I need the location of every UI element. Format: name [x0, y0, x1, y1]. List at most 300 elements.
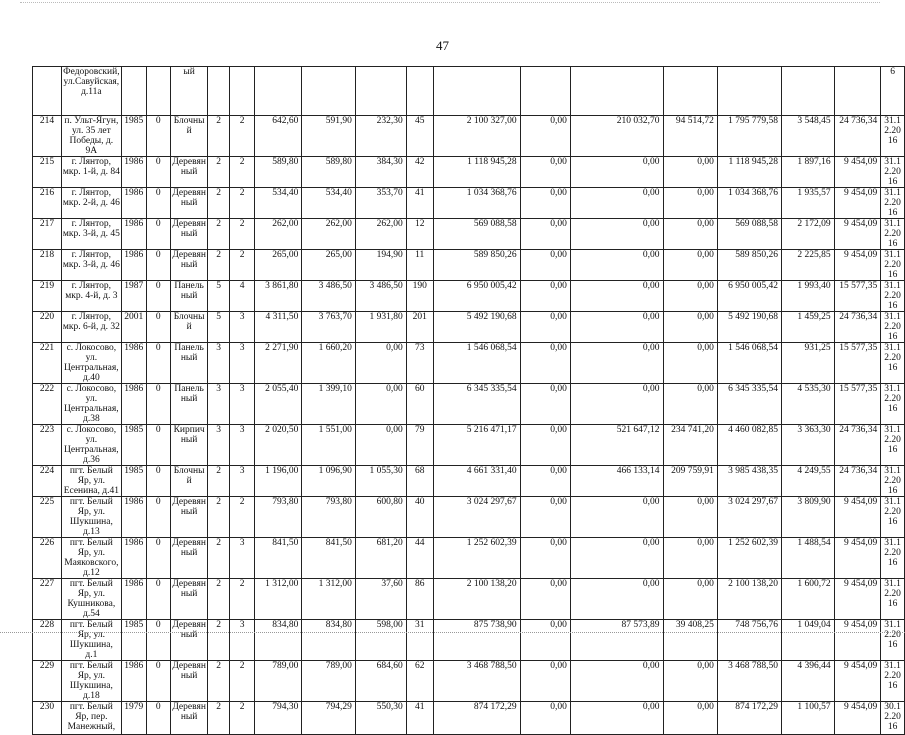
- cell-entrances: 2: [229, 219, 254, 250]
- cell-residents: 73: [406, 343, 433, 384]
- cell-budget-local: 0,00: [663, 579, 717, 620]
- cell-no: 217: [33, 219, 62, 250]
- cell-entrances: 2: [229, 702, 254, 735]
- cell-owners: 1 118 945,28: [717, 157, 781, 188]
- cell-cost-per-m2: 1 935,57: [781, 188, 834, 219]
- cell-budget-local: 0,00: [663, 188, 717, 219]
- cell-cost-total: 874 172,29: [433, 702, 520, 735]
- cell-no: 220: [33, 312, 62, 343]
- cell-budget-local: 0,00: [663, 312, 717, 343]
- cell-year: 1986: [121, 384, 146, 425]
- cell-date: 31.12.2016: [881, 425, 905, 466]
- cell-limit: 9 454,09: [834, 702, 881, 735]
- cell-no: 228: [33, 620, 62, 661]
- table-row: [33, 497, 905, 538]
- cell-c3: 0: [146, 343, 170, 384]
- cell-c3: [146, 67, 170, 116]
- cell-budget-local: 39 408,25: [663, 620, 717, 661]
- cell-entrances: 4: [229, 281, 254, 312]
- cell-residents: 86: [406, 579, 433, 620]
- cell-owners: 3 024 297,67: [717, 497, 781, 538]
- cell-limit: 9 454,09: [834, 661, 881, 702]
- cell-fund: 0,00: [520, 497, 570, 538]
- cell-owners: 1 034 368,76: [717, 188, 781, 219]
- cell-address: г. Лянтор, мкр. 3-й, д. 45: [61, 219, 121, 250]
- cell-entrances: 2: [229, 579, 254, 620]
- cell-private-area: 598,00: [355, 620, 406, 661]
- cell-no: 224: [33, 466, 62, 497]
- table-row: [33, 312, 905, 343]
- cell-address: с. Локосово, ул. Центральная, д.40: [61, 343, 121, 384]
- cell-limit: 24 736,34: [834, 425, 881, 466]
- cell-cost-total: 1 252 602,39: [433, 538, 520, 579]
- cell-no: 223: [33, 425, 62, 466]
- cell-budget-local: 0,00: [663, 157, 717, 188]
- cell-total-area: 1 196,00: [255, 466, 302, 497]
- cell-cost-total: 875 738,90: [433, 620, 520, 661]
- cell-budget-ao: 0,00: [570, 188, 663, 219]
- cell-walls: Блочный: [170, 466, 207, 497]
- cell-residents: 40: [406, 497, 433, 538]
- cell-budget-ao: 87 573,89: [570, 620, 663, 661]
- cell-address: г. Лянтор, мкр. 6-й, д. 32: [61, 312, 121, 343]
- cell-address: г. Лянтор, мкр. 4-й, д. 3: [61, 281, 121, 312]
- cell-owners: [717, 67, 781, 116]
- cell-cost-total: 5 492 190,68: [433, 312, 520, 343]
- cell-fund: 0,00: [520, 281, 570, 312]
- cell-cost-total: 6 950 005,42: [433, 281, 520, 312]
- cell-private-area: 684,60: [355, 661, 406, 702]
- cell-date: 30.12.2016: [881, 702, 905, 735]
- cell-private-area: 37,60: [355, 579, 406, 620]
- cell-date: 31.12.2016: [881, 250, 905, 281]
- cell-address: п. Ульт-Ягун, ул. 35 лет Победы, д. 9А: [61, 116, 121, 157]
- cell-budget-ao: 0,00: [570, 219, 663, 250]
- cell-limit: 9 454,09: [834, 250, 881, 281]
- cell-c3: 0: [146, 661, 170, 702]
- cell-cost-total: 4 661 331,40: [433, 466, 520, 497]
- cell-private-area: 384,30: [355, 157, 406, 188]
- cell-owners: 3 985 438,35: [717, 466, 781, 497]
- cell-total-area: 841,50: [255, 538, 302, 579]
- cell-budget-ao: 210 032,70: [570, 116, 663, 157]
- cell-living-area: 1 660,20: [302, 343, 356, 384]
- cell-total-area: 642,60: [255, 116, 302, 157]
- cell-budget-local: 0,00: [663, 343, 717, 384]
- cell-walls: Деревянный: [170, 188, 207, 219]
- cell-cost-per-m2: 2 172,09: [781, 219, 834, 250]
- cell-entrances: [229, 67, 254, 116]
- cell-walls: Блочный: [170, 312, 207, 343]
- cell-total-area: 793,80: [255, 497, 302, 538]
- cell-budget-local: 0,00: [663, 281, 717, 312]
- cell-date: 31.12.2016: [881, 188, 905, 219]
- cell-owners: 6 345 335,54: [717, 384, 781, 425]
- cell-limit: 9 454,09: [834, 188, 881, 219]
- cell-residents: 41: [406, 702, 433, 735]
- cell-cost-per-m2: 1 049,04: [781, 620, 834, 661]
- cell-walls: Панельный: [170, 281, 207, 312]
- cell-fund: 0,00: [520, 466, 570, 497]
- cell-cost-total: [433, 67, 520, 116]
- cell-private-area: 0,00: [355, 384, 406, 425]
- cell-fund: 0,00: [520, 384, 570, 425]
- cell-living-area: 841,50: [302, 538, 356, 579]
- cell-cost-total: 3 468 788,50: [433, 661, 520, 702]
- cell-no: 230: [33, 702, 62, 735]
- table-row: [33, 538, 905, 579]
- cell-budget-ao: 0,00: [570, 661, 663, 702]
- cell-living-area: 834,80: [302, 620, 356, 661]
- cell-entrances: 3: [229, 312, 254, 343]
- cell-budget-local: 0,00: [663, 538, 717, 579]
- cell-walls: Деревянный: [170, 219, 207, 250]
- cell-entrances: 3: [229, 425, 254, 466]
- cell-total-area: 2 271,90: [255, 343, 302, 384]
- cell-date: 31.12.2016: [881, 466, 905, 497]
- cell-budget-ao: 521 647,12: [570, 425, 663, 466]
- cell-fund: [520, 67, 570, 116]
- cell-address: г. Лянтор, мкр. 3-й, д. 46: [61, 250, 121, 281]
- cell-budget-ao: 0,00: [570, 157, 663, 188]
- cell-walls: Деревянный: [170, 579, 207, 620]
- cell-cost-per-m2: 3 809,90: [781, 497, 834, 538]
- cell-residents: [406, 67, 433, 116]
- cell-cost-per-m2: 1 600,72: [781, 579, 834, 620]
- cell-limit: 24 736,34: [834, 466, 881, 497]
- cell-cost-total: 1 546 068,54: [433, 343, 520, 384]
- cell-date: 31.12.2016: [881, 661, 905, 702]
- cell-address: пгт. Белый Яр, ул. Маяковского, д.12: [61, 538, 121, 579]
- table-row: [33, 219, 905, 250]
- cell-cost-total: 2 100 138,20: [433, 579, 520, 620]
- scan-top-line: [20, 2, 880, 6]
- cell-cost-per-m2: 1 993,40: [781, 281, 834, 312]
- cell-fund: 0,00: [520, 579, 570, 620]
- cell-living-area: 1 312,00: [302, 579, 356, 620]
- cell-cost-per-m2: 1 100,57: [781, 702, 834, 735]
- cell-limit: 24 736,34: [834, 116, 881, 157]
- cell-cost-per-m2: 1 488,54: [781, 538, 834, 579]
- cell-cost-total: 589 850,26: [433, 250, 520, 281]
- cell-floors: 2: [208, 157, 230, 188]
- cell-living-area: 589,80: [302, 157, 356, 188]
- cell-private-area: 600,80: [355, 497, 406, 538]
- cell-budget-ao: 0,00: [570, 281, 663, 312]
- cell-date: 31.12.2016: [881, 281, 905, 312]
- cell-living-area: 794,29: [302, 702, 356, 735]
- cell-limit: [834, 67, 881, 116]
- cell-no: 227: [33, 579, 62, 620]
- cell-floors: 3: [208, 384, 230, 425]
- cell-total-area: 534,40: [255, 188, 302, 219]
- cell-floors: 2: [208, 188, 230, 219]
- cell-total-area: 794,30: [255, 702, 302, 735]
- cell-private-area: 681,20: [355, 538, 406, 579]
- cell-year: 1986: [121, 343, 146, 384]
- cell-owners: 1 795 779,58: [717, 116, 781, 157]
- cell-address: г. Лянтор, мкр. 2-й, д. 46: [61, 188, 121, 219]
- cell-total-area: 589,80: [255, 157, 302, 188]
- cell-year: 1985: [121, 116, 146, 157]
- cell-no: 216: [33, 188, 62, 219]
- cell-budget-ao: 0,00: [570, 312, 663, 343]
- cell-no: 229: [33, 661, 62, 702]
- cell-cost-per-m2: 4 249,55: [781, 466, 834, 497]
- cell-residents: 31: [406, 620, 433, 661]
- cell-c3: 0: [146, 188, 170, 219]
- cell-address: пгт. Белый Яр, ул. Шукшина, д.1: [61, 620, 121, 661]
- cell-entrances: 2: [229, 661, 254, 702]
- cell-fund: 0,00: [520, 312, 570, 343]
- cell-living-area: 1 551,00: [302, 425, 356, 466]
- table-row: [33, 579, 905, 620]
- cell-cost-per-m2: 2 225,85: [781, 250, 834, 281]
- cell-owners: 3 468 788,50: [717, 661, 781, 702]
- table-row: [33, 425, 905, 466]
- cell-owners: 589 850,26: [717, 250, 781, 281]
- cell-c3: 0: [146, 538, 170, 579]
- cell-limit: 9 454,09: [834, 219, 881, 250]
- cell-living-area: [302, 67, 356, 116]
- cell-floors: 2: [208, 702, 230, 735]
- table-row: [33, 620, 905, 661]
- cell-c3: 0: [146, 620, 170, 661]
- cell-date: 31.12.2016: [881, 538, 905, 579]
- cell-residents: 60: [406, 384, 433, 425]
- cell-floors: 2: [208, 661, 230, 702]
- cell-c3: 0: [146, 116, 170, 157]
- cell-walls: Деревянный: [170, 620, 207, 661]
- cell-owners: 1 252 602,39: [717, 538, 781, 579]
- cell-limit: 15 577,35: [834, 343, 881, 384]
- cell-total-area: 265,00: [255, 250, 302, 281]
- cell-floors: 5: [208, 312, 230, 343]
- cell-limit: 9 454,09: [834, 497, 881, 538]
- cell-cost-per-m2: 3 363,30: [781, 425, 834, 466]
- cell-total-area: 2 055,40: [255, 384, 302, 425]
- cell-residents: 42: [406, 157, 433, 188]
- cell-c3: 0: [146, 281, 170, 312]
- scan-bottom-line: [0, 632, 905, 633]
- table-body: [33, 67, 905, 735]
- cell-total-area: 262,00: [255, 219, 302, 250]
- cell-total-area: [255, 67, 302, 116]
- cell-c3: 0: [146, 425, 170, 466]
- cell-residents: 11: [406, 250, 433, 281]
- cell-fund: 0,00: [520, 157, 570, 188]
- cell-cost-per-m2: 4 396,44: [781, 661, 834, 702]
- cell-year: 1986: [121, 219, 146, 250]
- cell-budget-local: [663, 67, 717, 116]
- cell-address: с. Локосово, ул. Центральная, д.36: [61, 425, 121, 466]
- cell-date: 31.12.2016: [881, 343, 905, 384]
- cell-budget-local: 0,00: [663, 497, 717, 538]
- cell-living-area: 534,40: [302, 188, 356, 219]
- cell-year: 1986: [121, 497, 146, 538]
- cell-floors: 2: [208, 250, 230, 281]
- cell-limit: 9 454,09: [834, 538, 881, 579]
- cell-floors: [208, 67, 230, 116]
- cell-private-area: 0,00: [355, 425, 406, 466]
- cell-budget-local: 209 759,91: [663, 466, 717, 497]
- cell-c3: 0: [146, 250, 170, 281]
- cell-residents: 68: [406, 466, 433, 497]
- cell-address: пгт. Белый Яр, ул. Шукшина, д.13: [61, 497, 121, 538]
- cell-living-area: 591,90: [302, 116, 356, 157]
- cell-year: 1987: [121, 281, 146, 312]
- cell-walls: Кирпичный: [170, 425, 207, 466]
- cell-cost-total: 5 216 471,17: [433, 425, 520, 466]
- cell-year: 1985: [121, 620, 146, 661]
- cell-budget-local: 0,00: [663, 702, 717, 735]
- cell-year: 1985: [121, 466, 146, 497]
- cell-walls: Деревянный: [170, 702, 207, 735]
- cell-budget-local: 0,00: [663, 661, 717, 702]
- cell-year: 1986: [121, 661, 146, 702]
- table-row: [33, 67, 905, 116]
- cell-living-area: 3 763,70: [302, 312, 356, 343]
- cell-budget-ao: 0,00: [570, 343, 663, 384]
- cell-budget-local: 0,00: [663, 250, 717, 281]
- cell-c3: 0: [146, 702, 170, 735]
- cell-walls: Деревянный: [170, 538, 207, 579]
- cell-owners: 569 088,58: [717, 219, 781, 250]
- cell-residents: 190: [406, 281, 433, 312]
- cell-no: 226: [33, 538, 62, 579]
- table-row: [33, 702, 905, 735]
- cell-fund: 0,00: [520, 661, 570, 702]
- cell-floors: 2: [208, 466, 230, 497]
- table-row: [33, 661, 905, 702]
- cell-cost-total: 3 024 297,67: [433, 497, 520, 538]
- cell-residents: 41: [406, 188, 433, 219]
- cell-floors: 2: [208, 620, 230, 661]
- cell-budget-local: 0,00: [663, 384, 717, 425]
- cell-no: 221: [33, 343, 62, 384]
- housing-table: [32, 66, 905, 735]
- table-row: [33, 188, 905, 219]
- cell-cost-total: 1 118 945,28: [433, 157, 520, 188]
- cell-cost-total: 6 345 335,54: [433, 384, 520, 425]
- cell-walls: Деревянный: [170, 157, 207, 188]
- cell-residents: 12: [406, 219, 433, 250]
- cell-private-area: 194,90: [355, 250, 406, 281]
- cell-owners: 1 546 068,54: [717, 343, 781, 384]
- cell-entrances: 3: [229, 466, 254, 497]
- cell-address: Федоровский, ул.Савуйская, д.11а: [61, 67, 121, 116]
- cell-no: 225: [33, 497, 62, 538]
- cell-c3: 0: [146, 384, 170, 425]
- cell-total-area: 2 020,50: [255, 425, 302, 466]
- cell-budget-ao: [570, 67, 663, 116]
- cell-living-area: 265,00: [302, 250, 356, 281]
- cell-owners: 748 756,76: [717, 620, 781, 661]
- cell-year: 2001: [121, 312, 146, 343]
- cell-limit: 9 454,09: [834, 579, 881, 620]
- table-row: [33, 157, 905, 188]
- cell-budget-ao: 0,00: [570, 250, 663, 281]
- cell-residents: 44: [406, 538, 433, 579]
- cell-floors: 2: [208, 538, 230, 579]
- cell-limit: 15 577,35: [834, 281, 881, 312]
- cell-fund: 0,00: [520, 702, 570, 735]
- cell-no: 218: [33, 250, 62, 281]
- cell-entrances: 3: [229, 538, 254, 579]
- cell-owners: 4 460 082,85: [717, 425, 781, 466]
- cell-budget-local: 0,00: [663, 219, 717, 250]
- cell-walls: Деревянный: [170, 661, 207, 702]
- cell-floors: 2: [208, 579, 230, 620]
- cell-total-area: 789,00: [255, 661, 302, 702]
- cell-private-area: 353,70: [355, 188, 406, 219]
- cell-floors: 3: [208, 425, 230, 466]
- cell-limit: 15 577,35: [834, 384, 881, 425]
- cell-cost-total: 1 034 368,76: [433, 188, 520, 219]
- table-row: [33, 250, 905, 281]
- cell-floors: 2: [208, 497, 230, 538]
- cell-fund: 0,00: [520, 188, 570, 219]
- cell-private-area: 1 055,30: [355, 466, 406, 497]
- cell-floors: 2: [208, 219, 230, 250]
- cell-owners: 2 100 138,20: [717, 579, 781, 620]
- cell-cost-per-m2: [781, 67, 834, 116]
- cell-living-area: 1 399,10: [302, 384, 356, 425]
- table-row: [33, 343, 905, 384]
- cell-walls: ый: [170, 67, 207, 116]
- cell-limit: 24 736,34: [834, 312, 881, 343]
- cell-owners: 874 172,29: [717, 702, 781, 735]
- table-row: [33, 281, 905, 312]
- cell-no: [33, 67, 62, 116]
- cell-total-area: 4 311,50: [255, 312, 302, 343]
- cell-c3: 0: [146, 312, 170, 343]
- cell-date: 31.12.2016: [881, 497, 905, 538]
- cell-budget-ao: 0,00: [570, 538, 663, 579]
- cell-budget-ao: 0,00: [570, 702, 663, 735]
- cell-year: 1985: [121, 425, 146, 466]
- table-row: [33, 384, 905, 425]
- cell-budget-ao: 0,00: [570, 384, 663, 425]
- cell-limit: 9 454,09: [834, 157, 881, 188]
- cell-living-area: 793,80: [302, 497, 356, 538]
- cell-address: пгт. Белый Яр, пер. Манежный,: [61, 702, 121, 735]
- cell-fund: 0,00: [520, 343, 570, 384]
- cell-year: 1986: [121, 188, 146, 219]
- cell-floors: 5: [208, 281, 230, 312]
- cell-private-area: 3 486,50: [355, 281, 406, 312]
- cell-no: 222: [33, 384, 62, 425]
- cell-floors: 3: [208, 343, 230, 384]
- cell-c3: 0: [146, 497, 170, 538]
- cell-year: 1986: [121, 250, 146, 281]
- cell-address: с. Локосово, ул. Центральная, д.38: [61, 384, 121, 425]
- cell-residents: 201: [406, 312, 433, 343]
- cell-limit: 9 454,09: [834, 620, 881, 661]
- cell-c3: 0: [146, 466, 170, 497]
- cell-living-area: 1 096,90: [302, 466, 356, 497]
- cell-date: 31.12.2016: [881, 620, 905, 661]
- cell-walls: Деревянный: [170, 250, 207, 281]
- cell-c3: 0: [146, 219, 170, 250]
- cell-entrances: 3: [229, 620, 254, 661]
- cell-year: [121, 67, 146, 116]
- cell-budget-local: 234 741,20: [663, 425, 717, 466]
- cell-walls: Панельный: [170, 384, 207, 425]
- cell-cost-per-m2: 1 459,25: [781, 312, 834, 343]
- cell-residents: 62: [406, 661, 433, 702]
- cell-address: пгт. Белый Яр, ул. Шукшина, д.18: [61, 661, 121, 702]
